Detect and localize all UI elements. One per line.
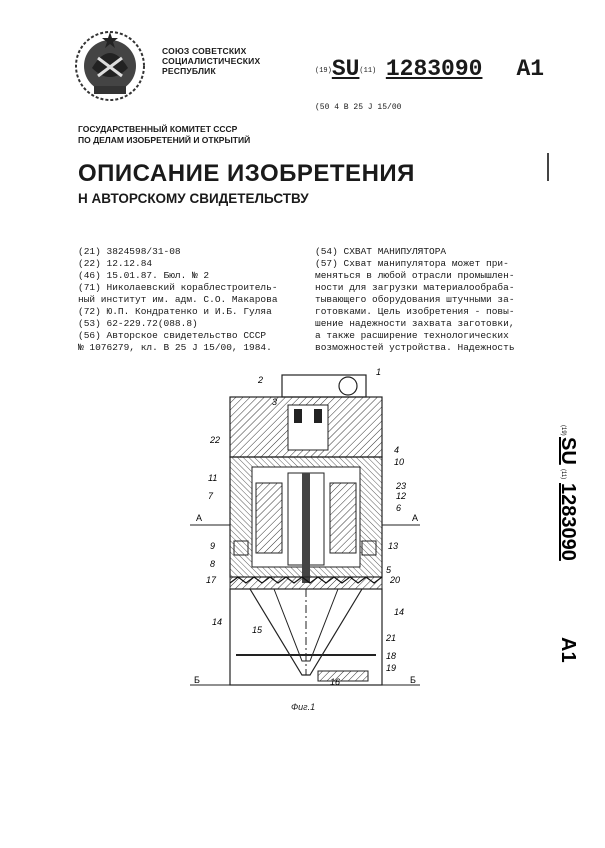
abstract-line: возможностей устройства. Надежность: [315, 342, 515, 353]
org-line: СОЮЗ СОВЕТСКИХ: [162, 46, 247, 56]
org-line: СОЦИАЛИСТИЧЕСКИХ: [162, 56, 261, 66]
biblio-line: (56) Авторское свидетельство СССР: [78, 330, 267, 341]
section-label: A: [412, 513, 419, 523]
side-kind: A1: [557, 637, 579, 663]
fig-label: 21: [386, 633, 397, 643]
fig-label: 4: [394, 445, 400, 455]
country-code: SU: [331, 56, 360, 82]
abstract-line: ности для загрузки материалообраба-: [315, 282, 515, 293]
fig-label: 19: [386, 663, 397, 673]
fig-label: 1: [376, 367, 382, 377]
biblio-line: ный институт им. адм. С.О. Макарова: [78, 294, 278, 305]
abstract-line: а также расширение технологических: [315, 330, 509, 341]
committee-line: ГОСУДАРСТВЕННЫЙ КОМИТЕТ СССР: [78, 124, 238, 134]
bearing-left: [294, 409, 302, 423]
abstract-line: (54) СХВАТ МАНИПУЛЯТОРА: [315, 246, 447, 257]
abstract-line: меняться в любой отрасли промышлен-: [315, 270, 515, 281]
technical-drawing: [190, 365, 430, 700]
ipc-classification: (50 4 B 25 J 15/00: [315, 103, 402, 112]
abstract-line: (57) Схват манипулятора может при-: [315, 258, 509, 269]
fig-label: 17: [206, 575, 217, 585]
org-name: [162, 46, 260, 76]
base-plate: [230, 577, 382, 589]
fig-label: 12: [396, 491, 407, 501]
section-label: Б: [194, 675, 200, 685]
fig-label: 22: [210, 435, 221, 445]
side-code-19: (19): [560, 425, 566, 436]
org-line: РЕСПУБЛИК: [162, 66, 216, 76]
side-stamp: [540, 425, 579, 675]
fig-label: 18: [386, 651, 397, 661]
kind-code: A1: [516, 56, 545, 82]
central-rod: [302, 473, 310, 583]
coil-left: [256, 483, 282, 553]
biblio-line: (21) 3824598/31-08: [78, 246, 181, 257]
bearing-right: [314, 409, 322, 423]
patent-number: 1283090: [385, 56, 483, 82]
section-label: A: [196, 513, 203, 523]
biblio-line: (46) 15.01.87. Бюл. № 2: [78, 270, 210, 281]
document-subtitle: Н АВТОРСКОМУ СВИДЕТЕЛЬСТВУ: [78, 191, 309, 206]
abstract-line: шение надежности захвата заготовки,: [315, 318, 515, 329]
fig-label: 13: [388, 541, 399, 551]
ussr-emblem: [72, 28, 148, 104]
side-code-11: (11): [560, 469, 566, 480]
figure-caption: Фиг.1: [291, 702, 316, 712]
fig-label: 9: [210, 541, 216, 551]
side-number: 1283090: [557, 483, 579, 561]
fig-label: 10: [394, 457, 405, 467]
code-19: (19): [315, 66, 332, 75]
fig-label: 5: [386, 565, 392, 575]
fig-label: 15: [252, 625, 263, 635]
fig-label: 2: [258, 375, 264, 385]
fig-label: 7: [208, 491, 214, 501]
side-country: SU: [557, 437, 579, 465]
committee-name: [78, 124, 250, 146]
biblio-line: (22) 12.12.84: [78, 258, 153, 269]
code-11: (11): [359, 66, 377, 75]
committee-line: ПО ДЕЛАМ ИЗОБРЕТЕНИЙ И ОТКРЫТИЙ: [78, 135, 251, 145]
fig-label: 3: [272, 397, 278, 407]
fig-label: 23: [396, 481, 407, 491]
publication-number: [315, 56, 544, 82]
fig-label: 20: [390, 575, 401, 585]
bibliographic-data: [78, 246, 303, 354]
biblio-line: № 1076279, кл. B 25 J 15/00, 1984.: [78, 342, 272, 353]
biblio-line: (72) Ю.П. Кондратенко и И.Б. Гуляа: [78, 306, 272, 317]
coil-right: [330, 483, 356, 553]
fig-label: 8: [210, 559, 216, 569]
fig-label: 14: [394, 607, 405, 617]
abstract-text: [315, 246, 560, 354]
biblio-line: (53) 62-229.72(088.8): [78, 318, 198, 329]
abstract-line: тывающего оборудования штучными за-: [315, 294, 515, 305]
document-title: ОПИСАНИЕ ИЗОБРЕТЕНИЯ: [78, 160, 415, 187]
section-label: Б: [410, 675, 416, 685]
biblio-line: (71) Николаевский кораблестроитель-: [78, 282, 278, 293]
pipe-circle: [339, 377, 357, 395]
margin-mark: [547, 153, 549, 181]
fig-label: 6: [396, 503, 402, 513]
fig-label: 14: [212, 617, 223, 627]
fig-label: 16: [330, 677, 341, 687]
fig-label: 11: [208, 473, 218, 483]
jaw-pad: [318, 671, 368, 681]
abstract-line: готовками. Цель изобретения - повы-: [315, 306, 515, 317]
